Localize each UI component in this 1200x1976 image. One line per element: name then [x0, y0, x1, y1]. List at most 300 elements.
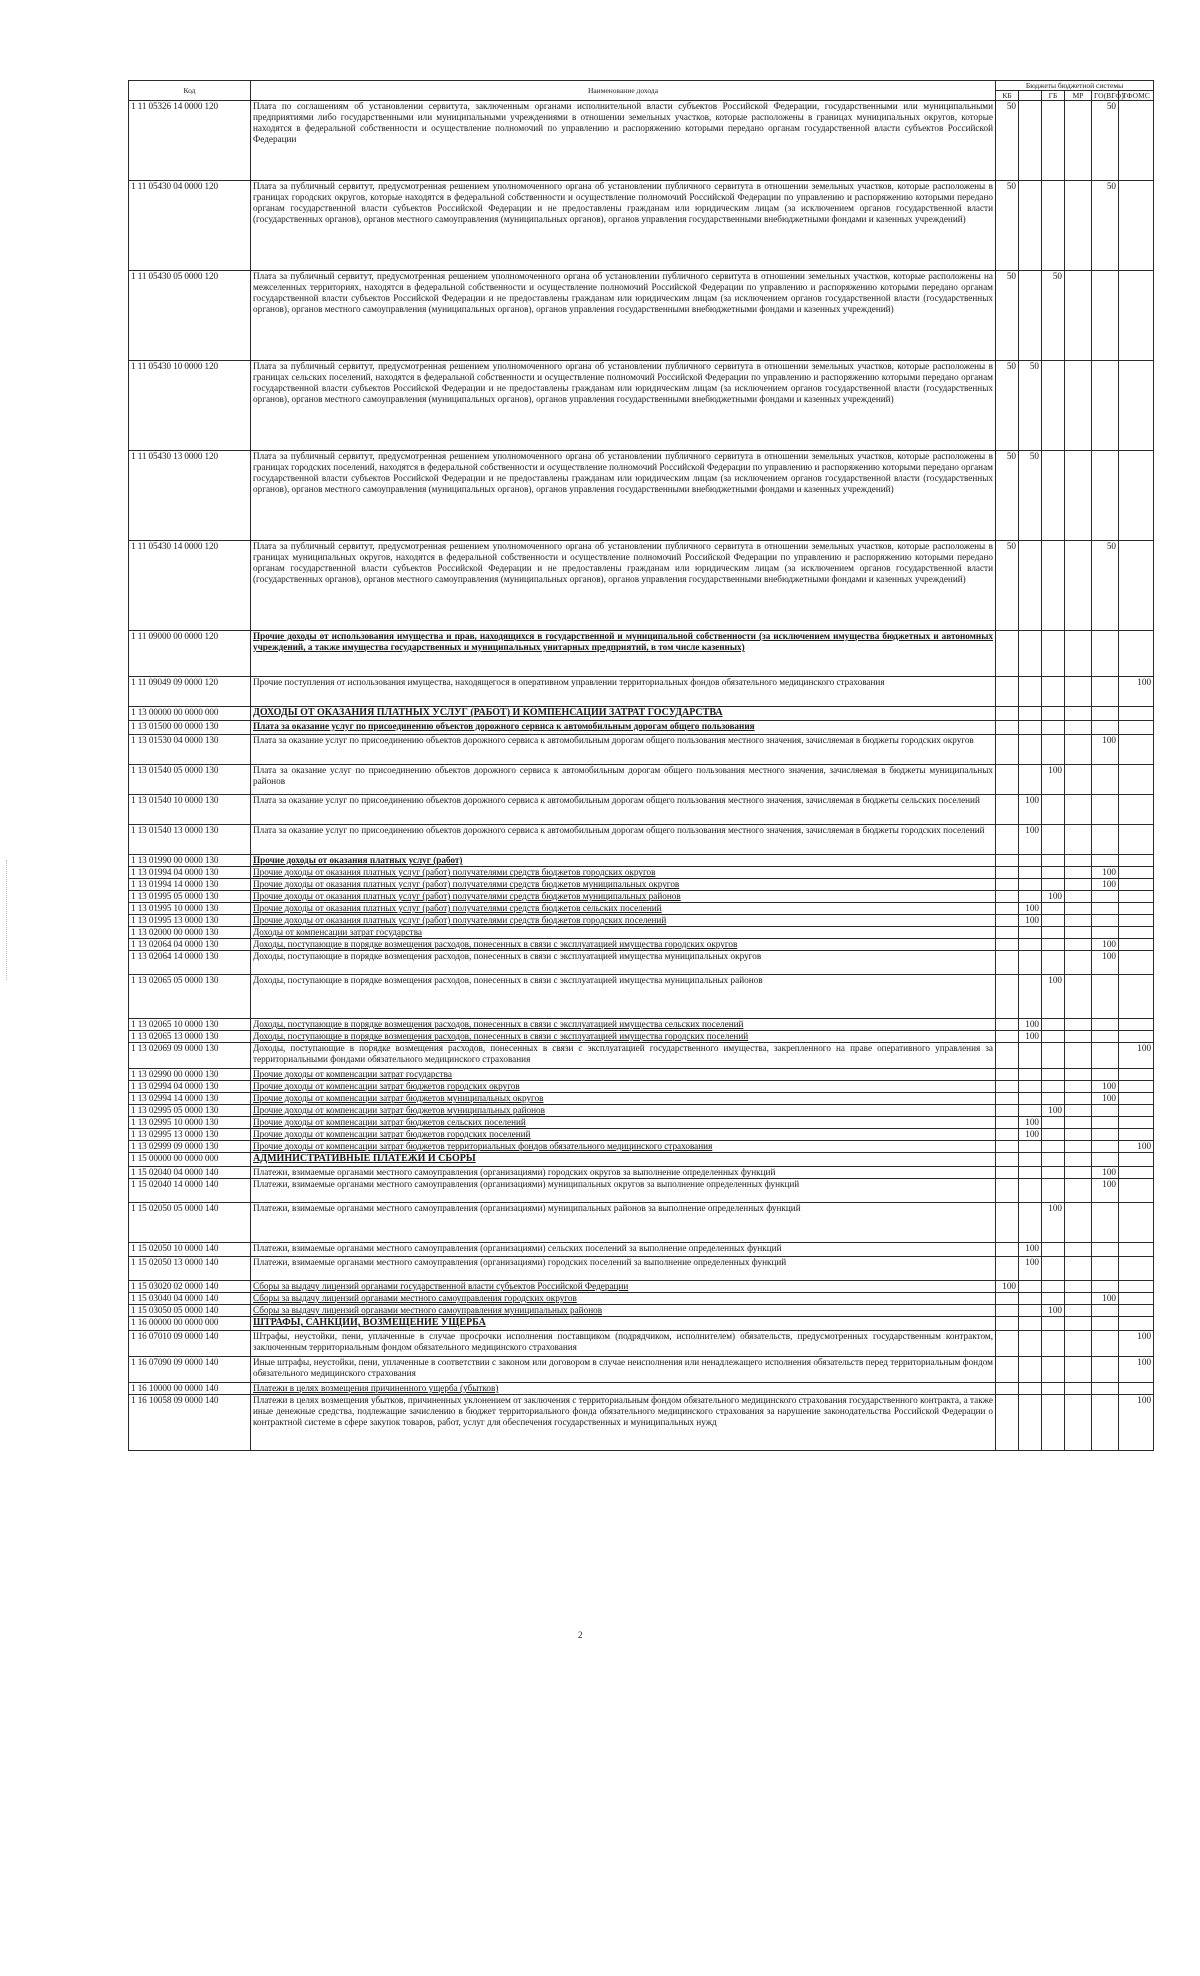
- table-row: [129, 1395, 1154, 1451]
- table-row: [129, 1257, 1154, 1281]
- row-share-value: [1065, 735, 1092, 765]
- row-share-value: [1065, 1317, 1092, 1331]
- header-col-gb: [1019, 91, 1042, 101]
- row-share-value: [1092, 1105, 1119, 1117]
- row-share-value: [1042, 1117, 1065, 1129]
- row-share-value: [1092, 1317, 1119, 1331]
- row-share-value: [1119, 879, 1154, 891]
- row-code: 1 15 02050 10 0000 140: [129, 1243, 251, 1257]
- table-row: [129, 903, 1154, 915]
- row-share-value: [1019, 1395, 1042, 1451]
- row-share-value: 100: [1019, 1117, 1042, 1129]
- row-code: 1 13 02064 14 0000 130: [129, 951, 251, 975]
- row-share-value: 100: [1119, 1043, 1154, 1069]
- row-share-value: [1065, 1383, 1092, 1395]
- row-share-value: [1042, 1317, 1065, 1331]
- row-share-value: 100: [1042, 1105, 1065, 1117]
- row-name: Прочие доходы от оказания платных услуг (работ) получателями средств бюджетов сельских поселений: [251, 903, 996, 915]
- row-share-value: [1019, 101, 1042, 181]
- row-code: 1 13 02065 10 0000 130: [129, 1019, 251, 1031]
- row-share-value: [996, 1383, 1019, 1395]
- row-name: Платежи, взимаемые органами местного самоуправления (организациями) городских округов за выполнение определенных функций: [251, 1167, 996, 1179]
- row-share-value: [1042, 825, 1065, 855]
- row-share-value: [1119, 1293, 1154, 1305]
- table-row: [129, 271, 1154, 361]
- row-share-value: [1019, 1105, 1042, 1117]
- row-share-value: [1019, 181, 1042, 271]
- row-code: 1 13 01530 04 0000 130: [129, 735, 251, 765]
- table-row: [129, 1129, 1154, 1141]
- row-share-value: [1019, 1305, 1042, 1317]
- row-share-value: [1019, 1293, 1042, 1305]
- row-name: Платежи в целях возмещения убытков, причиненных уклонением от заключения с территориальным фондом обязательного медицинского страхования государственного контракта, а также иные денежные средства, подлежащие зачислению в бюджет территориального фонда обязательного медицинского страхования за нарушение законодательства Российской Федерации о контрактной системе в сфере закупок товаров, работ, услуг для обеспечения государственных и муниципальных нужд: [251, 1395, 996, 1451]
- row-share-value: [1119, 1093, 1154, 1105]
- row-share-value: 100: [1019, 825, 1042, 855]
- row-code: 1 16 07090 09 0000 140: [129, 1357, 251, 1383]
- table-row: [129, 451, 1154, 541]
- row-name: Сборы за выдачу лицензий органами государственной власти субъектов Российской Федерации: [251, 1281, 996, 1293]
- row-share-value: [1065, 1019, 1092, 1031]
- row-share-value: [1092, 891, 1119, 903]
- row-share-value: [996, 1357, 1019, 1383]
- row-name: Прочие доходы от компенсации затрат государства: [251, 1069, 996, 1081]
- row-share-value: [1092, 1357, 1119, 1383]
- row-share-value: [1119, 1129, 1154, 1141]
- row-code: 1 13 02065 13 0000 130: [129, 1031, 251, 1043]
- row-share-value: [1092, 903, 1119, 915]
- row-share-value: 100: [1119, 1357, 1154, 1383]
- row-share-value: [1019, 1317, 1042, 1331]
- row-name: Прочие поступления от использования имущества, находящегося в оперативном управлении территориальных фондов обязательного медицинского страхования: [251, 677, 996, 707]
- row-share-value: [1019, 631, 1042, 677]
- row-name: Плата за оказание услуг по присоединению объектов дорожного сервиса к автомобильным дорогам общего пользования местного значения, зачисляемая в бюджеты муниципальных районов: [251, 765, 996, 795]
- row-share-value: [996, 867, 1019, 879]
- row-name: Прочие доходы от использования имущества и прав, находящихся в государственной и муниципальной собственности (за исключением имущества бюджетных и автономных учреждений, а также имущества государственных и муниципальных унитарных предприятий, в том числе казенных): [251, 631, 996, 677]
- row-code: 1 15 03050 05 0000 140: [129, 1305, 251, 1317]
- scan-margin-mark: [6, 860, 8, 980]
- row-code: 1 11 05430 13 0000 120: [129, 451, 251, 541]
- row-share-value: 50: [1092, 101, 1119, 181]
- row-share-value: [1042, 721, 1065, 735]
- table-row: [129, 1043, 1154, 1069]
- row-code: 1 16 10000 00 0000 140: [129, 1383, 251, 1395]
- row-share-value: [1042, 735, 1065, 765]
- row-share-value: 100: [1092, 1293, 1119, 1305]
- row-share-value: [996, 677, 1019, 707]
- row-share-value: [1065, 891, 1092, 903]
- row-share-value: [1119, 271, 1154, 361]
- table-row: [129, 181, 1154, 271]
- row-share-value: [996, 915, 1019, 927]
- row-share-value: [1042, 181, 1065, 271]
- row-share-value: [1092, 795, 1119, 825]
- row-share-value: [996, 1069, 1019, 1081]
- row-name: Доходы, поступающие в порядке возмещения расходов, понесенных в связи с эксплуатацией государственного имущества, закрепленного на праве оперативного управления за территориальными фондами обязательного медицинского страхования: [251, 1043, 996, 1069]
- row-share-value: 100: [1119, 1395, 1154, 1451]
- row-share-value: [1119, 1281, 1154, 1293]
- row-share-value: [1042, 1129, 1065, 1141]
- row-share-value: [1019, 867, 1042, 879]
- row-share-value: [1042, 1293, 1065, 1305]
- row-share-value: [1042, 631, 1065, 677]
- table-row: [129, 631, 1154, 677]
- row-share-value: [1042, 939, 1065, 951]
- row-code: 1 13 01995 10 0000 130: [129, 903, 251, 915]
- row-share-value: [1092, 1243, 1119, 1257]
- row-share-value: 100: [1092, 1081, 1119, 1093]
- row-share-value: [1119, 1179, 1154, 1203]
- row-share-value: [1042, 1331, 1065, 1357]
- row-share-value: [1119, 975, 1154, 1019]
- row-share-value: [1065, 1281, 1092, 1293]
- row-name: Доходы, поступающие в порядке возмещения расходов, понесенных в связи с эксплуатацией имущества сельских поселений: [251, 1019, 996, 1031]
- header-budgets: Бюджеты бюджетной системы: [996, 81, 1154, 91]
- row-code: 1 15 02040 14 0000 140: [129, 1179, 251, 1203]
- row-share-value: [1092, 1331, 1119, 1357]
- row-share-value: [996, 1331, 1019, 1357]
- row-code: 1 13 02994 04 0000 130: [129, 1081, 251, 1093]
- row-share-value: 50: [1042, 271, 1065, 361]
- row-share-value: 100: [1019, 903, 1042, 915]
- table-body: [129, 101, 1154, 1451]
- row-code: 1 16 10058 09 0000 140: [129, 1395, 251, 1451]
- row-share-value: [1019, 677, 1042, 707]
- table-row: [129, 1031, 1154, 1043]
- row-share-value: [1092, 631, 1119, 677]
- row-share-value: [1065, 631, 1092, 677]
- row-share-value: [1119, 1243, 1154, 1257]
- row-share-value: [996, 721, 1019, 735]
- row-share-value: [1042, 1395, 1065, 1451]
- row-share-value: [1019, 1383, 1042, 1395]
- row-share-value: [1065, 271, 1092, 361]
- row-share-value: [1092, 855, 1119, 867]
- row-share-value: [996, 1019, 1019, 1031]
- row-share-value: [1042, 1081, 1065, 1093]
- row-share-value: [1065, 1081, 1092, 1093]
- row-share-value: [1119, 361, 1154, 451]
- row-share-value: [1019, 1069, 1042, 1081]
- row-share-value: [1065, 1331, 1092, 1357]
- row-name: Платежи, взимаемые органами местного самоуправления (организациями) муниципальных округов за выполнение определенных функций: [251, 1179, 996, 1203]
- row-share-value: [1019, 1357, 1042, 1383]
- row-share-value: 100: [1019, 1243, 1042, 1257]
- table-row: [129, 1117, 1154, 1129]
- row-share-value: [1092, 707, 1119, 721]
- row-share-value: [1119, 181, 1154, 271]
- table-row: [129, 939, 1154, 951]
- row-name: Прочие доходы от оказания платных услуг (работ) получателями средств бюджетов муниципальных районов: [251, 891, 996, 903]
- row-share-value: [1019, 891, 1042, 903]
- table-row: [129, 765, 1154, 795]
- row-share-value: [1119, 855, 1154, 867]
- row-share-value: [996, 951, 1019, 975]
- row-share-value: 100: [1092, 951, 1119, 975]
- row-code: 1 13 02995 05 0000 130: [129, 1105, 251, 1117]
- row-code: 1 16 07010 09 0000 140: [129, 1331, 251, 1357]
- row-share-value: [996, 631, 1019, 677]
- row-share-value: [1065, 181, 1092, 271]
- row-share-value: [1092, 927, 1119, 939]
- row-share-value: [1119, 927, 1154, 939]
- row-share-value: [1065, 867, 1092, 879]
- row-share-value: [1019, 1331, 1042, 1357]
- row-share-value: [1119, 101, 1154, 181]
- row-share-value: 100: [1092, 939, 1119, 951]
- row-share-value: [1019, 951, 1042, 975]
- row-share-value: [1065, 765, 1092, 795]
- row-share-value: 100: [1042, 1203, 1065, 1243]
- row-code: 1 13 01994 04 0000 130: [129, 867, 251, 879]
- row-share-value: [1042, 451, 1065, 541]
- row-share-value: [1042, 707, 1065, 721]
- row-share-value: [1042, 1069, 1065, 1081]
- table-row: [129, 879, 1154, 891]
- row-share-value: [1042, 867, 1065, 879]
- row-share-value: [1042, 1153, 1065, 1167]
- row-share-value: [1092, 1129, 1119, 1141]
- row-name: Плата за публичный сервитут, предусмотренная решением уполномоченного органа об установлении публичного сервитута в отношении земельных участков, которые расположены в границах городских поселений, находятся в федеральной собственности и осуществление полномочий Российской Федерации по управлению и распоряжению которыми передано органам государственной власти субъектов Российской Федерации и не предоставлены гражданам или юридическим лицам (за исключением органов государственной власти (государственных органов), органов местного самоуправления (муниципальных органов), органов управления государственными внебюджетными фондами и казенных учреждений): [251, 451, 996, 541]
- row-share-value: [1065, 1105, 1092, 1117]
- row-share-value: [1065, 677, 1092, 707]
- row-share-value: [1019, 1203, 1042, 1243]
- row-share-value: [996, 707, 1019, 721]
- row-share-value: [1119, 1031, 1154, 1043]
- row-code: 1 13 01994 14 0000 130: [129, 879, 251, 891]
- row-share-value: [996, 1043, 1019, 1069]
- row-share-value: [1019, 271, 1042, 361]
- row-name: Штрафы, неустойки, пени, уплаченные в случае просрочки исполнения поставщиком (подрядчиком, исполнителем) обязательств, предусмотренных государственным контрактом, заключенным территориальным фондом обязательного медицинского страхования: [251, 1331, 996, 1357]
- row-share-value: [1092, 1281, 1119, 1293]
- row-code: 1 15 03040 04 0000 140: [129, 1293, 251, 1305]
- row-share-value: [1065, 1243, 1092, 1257]
- row-name: Иные штрафы, неустойки, пени, уплаченные в соответствии с законом или договором в случае неисполнения или ненадлежащего исполнения обязательств перед территориальным фондом обязательного медицинского страхования: [251, 1357, 996, 1383]
- row-share-value: 100: [1019, 1129, 1042, 1141]
- row-name: Доходы, поступающие в порядке возмещения расходов, понесенных в связи с эксплуатацией имущества городских округов: [251, 939, 996, 951]
- row-code: 1 16 00000 00 0000 000: [129, 1317, 251, 1331]
- table-row: [129, 915, 1154, 927]
- row-share-value: [1042, 677, 1065, 707]
- row-share-value: [1092, 451, 1119, 541]
- row-share-value: [1065, 1141, 1092, 1153]
- table-row: [129, 1281, 1154, 1293]
- row-share-value: [996, 1141, 1019, 1153]
- row-share-value: 50: [996, 541, 1019, 631]
- row-name: Плата за публичный сервитут, предусмотренная решением уполномоченного органа об установлении публичного сервитута в отношении земельных участков, которые расположены на межселенных территориях, находятся в федеральной собственности и осуществление полномочий Российской Федерации по управлению и распоряжению которыми передано органам государственной власти субъектов Российской Федерации и не предоставлены гражданам или юридическим лицам (за исключением органов государственной власти (государственных органов), органов местного самоуправления (муниципальных органов), органов управления государственными внебюджетными фондами и казенных учреждений): [251, 271, 996, 361]
- row-share-value: [1065, 1153, 1092, 1167]
- row-name: Плата за публичный сервитут, предусмотренная решением уполномоченного органа об установлении публичного сервитута в отношении земельных участков, которые расположены в границах сельских поселений, находятся в федеральной собственности и осуществление полномочий Российской Федерации по управлению и распоряжению которыми передано органам государственной власти субъектов Российской Федерации и не предоставлены гражданам или юридическим лицам (за исключением органов государственной власти (государственных органов), органов местного самоуправления (муниципальных органов), органов управления государственными внебюджетными фондами и казенных учреждений): [251, 361, 996, 451]
- row-share-value: [1065, 721, 1092, 735]
- row-share-value: [1019, 1093, 1042, 1105]
- row-share-value: [1019, 721, 1042, 735]
- row-share-value: [1065, 1043, 1092, 1069]
- row-name: Прочие доходы от компенсации затрат бюджетов территориальных фондов обязательного медицинского страхования: [251, 1141, 996, 1153]
- row-share-value: [1065, 451, 1092, 541]
- row-share-value: [996, 1243, 1019, 1257]
- row-share-value: [1042, 1257, 1065, 1281]
- row-share-value: [1019, 855, 1042, 867]
- row-share-value: [1119, 867, 1154, 879]
- row-code: 1 13 02995 10 0000 130: [129, 1117, 251, 1129]
- row-share-value: [1119, 903, 1154, 915]
- table-row: [129, 1317, 1154, 1331]
- table-row: [129, 707, 1154, 721]
- row-name: Плата за публичный сервитут, предусмотренная решением уполномоченного органа об установлении публичного сервитута в отношении земельных участков, которые расположены в границах городских округов, которые находятся в федеральной собственности и осуществление полномочий Российской Федерации по управлению и распоряжению которыми передано органам государственной власти субъектов Российской Федерации и не предоставлены гражданам или юридическим лицам (за исключением органов государственной власти (государственных органов), органов местного самоуправления (муниципальных органов), органов управления государственными внебюджетными фондами и казенных учреждений): [251, 181, 996, 271]
- row-code: 1 11 09000 00 0000 120: [129, 631, 251, 677]
- header-name: Наименование дохода: [251, 81, 996, 101]
- row-share-value: [1119, 825, 1154, 855]
- row-share-value: [1119, 951, 1154, 975]
- row-share-value: 100: [1092, 867, 1119, 879]
- row-share-value: [1065, 927, 1092, 939]
- row-share-value: [1092, 1031, 1119, 1043]
- row-share-value: [996, 903, 1019, 915]
- row-share-value: [1019, 1281, 1042, 1293]
- row-name: Плата за оказание услуг по присоединению объектов дорожного сервиса к автомобильным дорогам общего пользования: [251, 721, 996, 735]
- row-share-value: [1119, 1167, 1154, 1179]
- header-col-gb2: ГБ: [1042, 91, 1065, 101]
- row-name: Прочие доходы от компенсации затрат бюджетов муниципальных округов: [251, 1093, 996, 1105]
- row-share-value: [1019, 975, 1042, 1019]
- row-name: Прочие доходы от компенсации затрат бюджетов сельских поселений: [251, 1117, 996, 1129]
- row-share-value: [996, 1293, 1019, 1305]
- row-name: Платежи, взимаемые органами местного самоуправления (организациями) городских поселений за выполнение определенных функций: [251, 1257, 996, 1281]
- row-share-value: [1065, 101, 1092, 181]
- row-share-value: [996, 927, 1019, 939]
- row-code: 1 13 01540 13 0000 130: [129, 825, 251, 855]
- row-code: 1 15 02050 13 0000 140: [129, 1257, 251, 1281]
- table-row: [129, 677, 1154, 707]
- row-share-value: 100: [1019, 1031, 1042, 1043]
- row-share-value: [1019, 1179, 1042, 1203]
- row-share-value: [1119, 1383, 1154, 1395]
- row-share-value: 50: [996, 101, 1019, 181]
- row-share-value: [1119, 735, 1154, 765]
- table-row: [129, 1019, 1154, 1031]
- row-share-value: [1065, 707, 1092, 721]
- row-name: Плата за оказание услуг по присоединению объектов дорожного сервиса к автомобильным дорогам общего пользования местного значения, зачисляемая в бюджеты городских округов: [251, 735, 996, 765]
- row-share-value: [1042, 1179, 1065, 1203]
- header-col-mr: МР: [1065, 91, 1092, 101]
- table-row: [129, 1153, 1154, 1167]
- row-code: 1 11 05430 04 0000 120: [129, 181, 251, 271]
- row-code: 1 13 02994 14 0000 130: [129, 1093, 251, 1105]
- row-share-value: 100: [1019, 915, 1042, 927]
- row-share-value: [1119, 1305, 1154, 1317]
- row-share-value: [1119, 939, 1154, 951]
- table-row: [129, 867, 1154, 879]
- row-share-value: [996, 1031, 1019, 1043]
- row-name: ДОХОДЫ ОТ ОКАЗАНИЯ ПЛАТНЫХ УСЛУГ (РАБОТ) И КОМПЕНСАЦИИ ЗАТРАТ ГОСУДАРСТВА: [251, 707, 996, 721]
- row-name: ШТРАФЫ, САНКЦИИ, ВОЗМЕЩЕНИЕ УЩЕРБА: [251, 1317, 996, 1331]
- header-col-tfoms: ТФОМС: [1119, 91, 1154, 101]
- row-share-value: [1119, 541, 1154, 631]
- row-share-value: [1019, 735, 1042, 765]
- table-row: [129, 1069, 1154, 1081]
- row-share-value: [1092, 1257, 1119, 1281]
- row-share-value: 50: [1019, 451, 1042, 541]
- row-share-value: [1065, 1257, 1092, 1281]
- row-share-value: [1065, 1167, 1092, 1179]
- row-name: Доходы, поступающие в порядке возмещения расходов, понесенных в связи с эксплуатацией имущества муниципальных округов: [251, 951, 996, 975]
- row-code: 1 13 02000 00 0000 130: [129, 927, 251, 939]
- row-share-value: [1065, 1031, 1092, 1043]
- row-share-value: [1065, 903, 1092, 915]
- row-share-value: 100: [1042, 975, 1065, 1019]
- table-row: [129, 891, 1154, 903]
- row-share-value: [1092, 1141, 1119, 1153]
- table-row: [129, 825, 1154, 855]
- row-name: Доходы, поступающие в порядке возмещения расходов, понесенных в связи с эксплуатацией имущества муниципальных районов: [251, 975, 996, 1019]
- header-col-go: ГО(ВГФ): [1092, 91, 1119, 101]
- row-share-value: [1119, 1153, 1154, 1167]
- table-row: [129, 975, 1154, 1019]
- row-share-value: [1119, 765, 1154, 795]
- row-name: АДМИНИСТРАТИВНЫЕ ПЛАТЕЖИ И СБОРЫ: [251, 1153, 996, 1167]
- row-share-value: [1019, 1153, 1042, 1167]
- table-row: [129, 1081, 1154, 1093]
- row-share-value: [1092, 1069, 1119, 1081]
- row-share-value: [1092, 1203, 1119, 1243]
- row-code: 1 11 05430 05 0000 120: [129, 271, 251, 361]
- row-share-value: [1119, 1081, 1154, 1093]
- row-share-value: [1119, 451, 1154, 541]
- row-share-value: [1019, 927, 1042, 939]
- table-row: [129, 361, 1154, 451]
- table-row: [129, 735, 1154, 765]
- row-share-value: 100: [1042, 765, 1065, 795]
- row-share-value: [1065, 825, 1092, 855]
- row-code: 1 15 02050 05 0000 140: [129, 1203, 251, 1243]
- row-share-value: [1042, 1357, 1065, 1383]
- row-share-value: 50: [1092, 541, 1119, 631]
- row-share-value: [1065, 1093, 1092, 1105]
- row-share-value: 100: [1092, 1179, 1119, 1203]
- row-code: 1 13 02069 09 0000 130: [129, 1043, 251, 1069]
- table-row: [129, 951, 1154, 975]
- row-share-value: [1119, 1317, 1154, 1331]
- row-share-value: [1042, 1281, 1065, 1293]
- table-row: [129, 101, 1154, 181]
- row-share-value: [1042, 1031, 1065, 1043]
- row-share-value: [996, 1395, 1019, 1451]
- row-code: 1 13 01995 05 0000 130: [129, 891, 251, 903]
- row-share-value: [1019, 879, 1042, 891]
- row-name: Прочие доходы от компенсации затрат бюджетов городских округов: [251, 1081, 996, 1093]
- row-share-value: [996, 939, 1019, 951]
- row-share-value: [996, 1153, 1019, 1167]
- row-share-value: [1065, 795, 1092, 825]
- row-share-value: [1092, 1395, 1119, 1451]
- row-share-value: 50: [1019, 361, 1042, 451]
- row-share-value: 100: [1092, 735, 1119, 765]
- row-share-value: [996, 1129, 1019, 1141]
- table-row: [129, 1203, 1154, 1243]
- row-share-value: [1092, 271, 1119, 361]
- table-row: [129, 541, 1154, 631]
- row-share-value: [1065, 1129, 1092, 1141]
- row-code: 1 13 01500 00 0000 130: [129, 721, 251, 735]
- row-share-value: [1042, 1093, 1065, 1105]
- row-share-value: [1042, 1243, 1065, 1257]
- table-row: [129, 1105, 1154, 1117]
- row-share-value: [1092, 1019, 1119, 1031]
- row-share-value: [1065, 541, 1092, 631]
- row-share-value: 100: [1119, 1331, 1154, 1357]
- table-row: [129, 1093, 1154, 1105]
- table-row: [129, 1305, 1154, 1317]
- header-code: Код: [129, 81, 251, 101]
